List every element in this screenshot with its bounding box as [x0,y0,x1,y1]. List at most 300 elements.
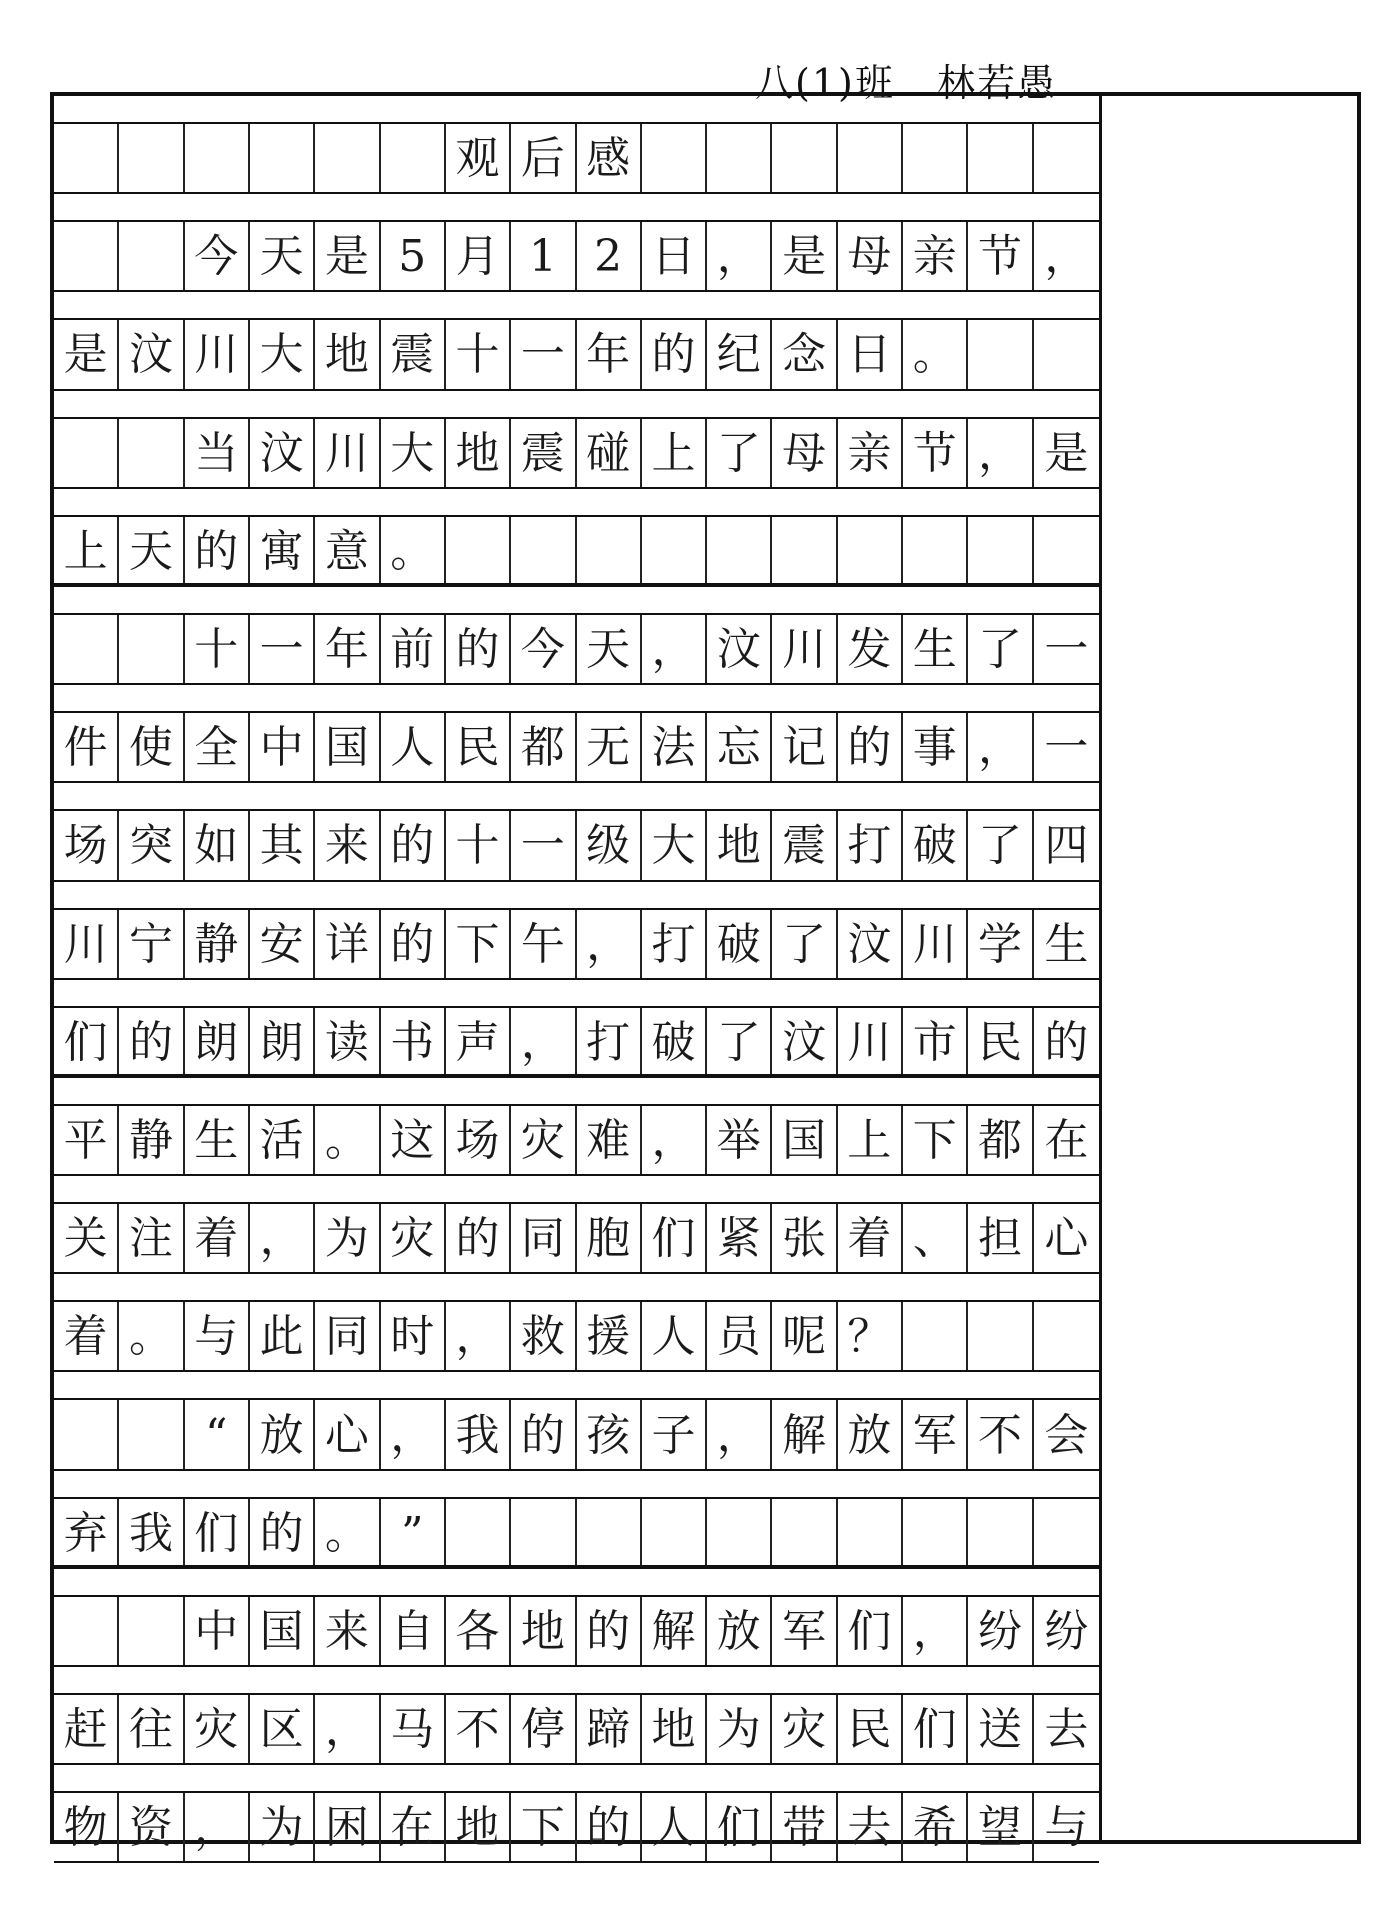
row-cells [54,222,1099,292]
grid-cell: 着 [185,1204,250,1274]
grid-cell [577,1499,642,1569]
grid-cell [707,517,772,587]
grid-cell: 一 [250,615,315,685]
grid-cell: 中 [250,713,315,783]
grid-cell: 朗 [250,1008,315,1078]
row-spacer [54,1078,1099,1106]
grid-cell: 了 [707,1008,772,1078]
grid-cell: 发 [838,615,903,685]
grid-cell [1034,517,1099,587]
grid-cell: 困 [315,1793,380,1863]
grid-cell: ， [968,713,1033,783]
grid-cell: 张 [772,1204,837,1274]
grid-cell: 们 [185,1499,250,1569]
grid-cell: ， [446,1302,511,1372]
grid-cell [54,1400,119,1470]
grid-cell: 。 [119,1302,184,1372]
grid-cell: 们 [903,1695,968,1765]
grid-cell: 1 [511,222,576,292]
row-spacer [54,783,1099,811]
grid-cell: 书 [381,1008,446,1078]
grid-cell: 川 [838,1008,903,1078]
grid-cell: 来 [315,811,380,881]
row-cells [54,615,1099,685]
grid-row [54,980,1099,1078]
grid-cell: 我 [446,1400,511,1470]
grid-cell: 震 [511,419,576,489]
grid-cell: 了 [968,615,1033,685]
grid-cell: 军 [903,1400,968,1470]
grid-cell: 心 [1044,1213,1089,1265]
grid-cell: 中 [185,1597,250,1667]
grid-cell: 的 [577,1597,642,1667]
grid-cell: 天 [119,517,184,587]
grid-cell: 着 [838,1204,903,1274]
grid-cell: 法 [642,713,707,783]
grid-cell: 与 [185,1302,250,1372]
grid-cell: 意 [315,517,380,587]
grid-cell: 生 [185,1106,250,1176]
grid-cell: 川 [903,910,968,980]
grid-cell [446,517,511,587]
grid-cell: 民 [968,1008,1033,1078]
grid-cell: 灾 [185,1695,250,1765]
grid-cell: 生 [1044,918,1089,970]
grid-cell: 去 [838,1793,903,1863]
grid-cell: 级 [577,811,642,881]
grid-cell: ， [185,1793,250,1863]
row-spacer [54,292,1099,320]
grid-cell: 民 [446,713,511,783]
grid-cell: 生 [903,615,968,685]
grid-cell: 月 [446,222,511,292]
grid-cell [968,124,1033,194]
grid-cell: ， [707,222,772,292]
grid-cell: 我 [119,1499,184,1569]
grid-cell [642,517,707,587]
grid-cell: ， [250,1204,315,1274]
grid-cell: 带 [772,1793,837,1863]
grid-cell: 民 [838,1695,903,1765]
grid-cell [1034,1499,1099,1569]
row-spacer [54,1471,1099,1499]
row-cells [54,1695,1099,1765]
grid-cell: ， [903,1597,968,1667]
grid-row [54,587,1099,685]
grid-cell [119,1597,184,1667]
grid-cell: 解 [642,1597,707,1667]
row-spacer [54,882,1099,910]
grid-cell [903,1302,968,1372]
grid-cell: 无 [577,713,642,783]
grid-cell: 。 [903,320,968,390]
class-name: 八(1)班 [755,61,895,105]
grid-row [54,292,1099,390]
row-cells [54,517,1099,587]
grid-cell: 十 [446,320,511,390]
grid-cell: 学 [968,910,1033,980]
grid-cell [772,517,837,587]
grid-cell: 在 [381,1793,446,1863]
grid-cell: 。 [315,1499,380,1569]
grid-cell: 了 [772,910,837,980]
grid-cell: 大 [250,320,315,390]
grid-cell: ？ [838,1302,903,1372]
grid-cell: 市 [903,1008,968,1078]
grid-cell: 2 [577,222,642,292]
grid-cell [707,124,772,194]
grid-cell: 人 [642,1793,707,1863]
grid-cell [54,615,119,685]
grid-cell: ， [511,1008,576,1078]
grid-cell: 下 [903,1106,968,1176]
grid-cell: 放 [707,1597,772,1667]
row-cells [54,1793,1099,1863]
grid-cell: 军 [772,1597,837,1667]
grid-cell [968,517,1033,587]
grid-cell: 国 [772,1106,837,1176]
grid-cell: ” [381,1499,446,1569]
grid-row [54,194,1099,292]
grid-cell: ， [642,1106,707,1176]
grid-cell: 今 [185,222,250,292]
row-cells [54,811,1099,881]
grid-cell [772,1499,837,1569]
grid-row [54,1569,1099,1667]
grid-cell: 汶 [119,320,184,390]
row-cells [54,124,1099,194]
grid-cell [707,1499,772,1569]
grid-cell: 的 [250,1499,315,1569]
row-cells [54,1204,1099,1274]
grid-cell: 节 [903,419,968,489]
row-cells [54,1302,1099,1372]
grid-cell: 亲 [903,222,968,292]
grid-row [54,1667,1099,1765]
grid-cell [381,124,446,194]
row-spacer [54,489,1099,517]
grid-cell: 的 [446,1204,511,1274]
grid-cell: 时 [381,1302,446,1372]
grid-cell: 川 [772,615,837,685]
grid-cell: 不 [968,1400,1033,1470]
grid-cell [54,419,119,489]
grid-cell: 大 [381,419,446,489]
grid-cell: 一 [511,811,576,881]
grid-cell: 场 [54,811,119,881]
grid-cell: 的 [642,320,707,390]
grid-cell: 孩 [577,1400,642,1470]
grid-cell: 胞 [577,1204,642,1274]
grid-cell: 活 [250,1106,315,1176]
grid-cell: 年 [315,615,380,685]
grid-cell: 的 [446,615,511,685]
grid-cell: 关 [54,1204,119,1274]
grid-cell: 送 [968,1695,1033,1765]
grid-cell: ， [577,910,642,980]
grid-cell: 日 [642,222,707,292]
margin-divider [1099,96,1102,1840]
grid-row [54,1176,1099,1274]
row-cells [54,320,1099,390]
grid-cell: 上 [54,517,119,587]
grid-cell: 都 [968,1106,1033,1176]
row-spacer [54,1274,1099,1302]
grid-cell: 了 [707,419,772,489]
grid-cell: 天 [577,615,642,685]
grid-cell [511,1499,576,1569]
grid-cell: 地 [315,320,380,390]
grid-row [54,1471,1099,1569]
grid-cell: 。 [315,1106,380,1176]
grid-cell: 前 [381,615,446,685]
grid-cell: 灾 [511,1106,576,1176]
grid-row [54,96,1099,194]
grid-cell: 的 [511,1400,576,1470]
grid-cell: ， [1044,231,1089,283]
grid-cell [772,124,837,194]
grid-cell [838,517,903,587]
grid-cell: 平 [54,1106,119,1176]
grid-cell [54,1597,119,1667]
grid-cell: 在 [1044,1114,1089,1166]
grid-cell: 的 [185,517,250,587]
row-cells [54,910,1099,980]
grid-cell: 感 [577,124,642,194]
grid-cell: 国 [250,1597,315,1667]
grid-cell: 年 [577,320,642,390]
grid-cell: 观 [446,124,511,194]
grid-cell: 灾 [772,1695,837,1765]
grid-cell: 读 [315,1008,380,1078]
grid-cell [54,124,119,194]
grid-cell: 、 [903,1204,968,1274]
grid-cell: 的 [119,1008,184,1078]
grid-cell [642,1499,707,1569]
grid-cell: 事 [903,713,968,783]
grid-cell: 汶 [250,419,315,489]
grid-cell [642,124,707,194]
grid-cell: 这 [381,1106,446,1176]
grid-cell: 川 [54,910,119,980]
grid-cell [968,1499,1033,1569]
grid-cell [250,124,315,194]
grid-cell: 打 [838,811,903,881]
grid-cell: 都 [511,713,576,783]
grid-cell: 着 [54,1302,119,1372]
grid-cell: 举 [707,1106,772,1176]
grid-cell: 天 [250,222,315,292]
grid-cell [119,124,184,194]
grid-cell: 与 [1044,1802,1089,1854]
row-spacer [54,980,1099,1008]
grid-cell: 。 [381,517,446,587]
grid-cell [903,1499,968,1569]
grid-cell: 同 [315,1302,380,1372]
grid-cell: “ [185,1400,250,1470]
row-spacer [54,194,1099,222]
grid-cell: 不 [446,1695,511,1765]
grid-cell: 纷 [968,1597,1033,1667]
row-spacer [54,1372,1099,1400]
grid-cell: 去 [1044,1704,1089,1756]
grid-cell: 人 [381,713,446,783]
row-cells [54,1597,1099,1667]
grid-cell: 地 [511,1597,576,1667]
grid-cell: 地 [707,811,772,881]
grid-cell: 震 [772,811,837,881]
grid-cell [446,1499,511,1569]
grid-cell [903,124,968,194]
row-cells [54,1106,1099,1176]
grid-cell: 望 [968,1793,1033,1863]
grid-cell: 念 [772,320,837,390]
grid-cell [1034,320,1099,390]
grid-cell [838,124,903,194]
grid-cell: 母 [772,419,837,489]
grid-cell [511,517,576,587]
grid-cell: 蹄 [577,1695,642,1765]
grid-cell: ， [707,1400,772,1470]
grid-row [54,1078,1099,1176]
grid-row [54,489,1099,587]
grid-row [54,882,1099,980]
grid-cell: 汶 [838,910,903,980]
grid-cell: 物 [54,1793,119,1863]
grid-cell: 们 [54,1008,119,1078]
grid-cell: 如 [185,811,250,881]
grid-cell: 救 [511,1302,576,1372]
grid-cell: 是 [1044,427,1089,479]
grid-cell: 破 [707,910,772,980]
grid-cell: 放 [838,1400,903,1470]
row-spacer [54,391,1099,419]
grid-cell: 的 [577,1793,642,1863]
grid-cell: ， [315,1695,380,1765]
grid-cell: 川 [185,320,250,390]
row-cells [54,1400,1099,1470]
grid-cell: 们 [838,1597,903,1667]
grid-cell: 破 [903,811,968,881]
grid-cell: 今 [511,615,576,685]
row-spacer [54,1765,1099,1793]
grid-cell: ， [642,615,707,685]
grid-cell: 马 [381,1695,446,1765]
grid-cell [185,124,250,194]
row-spacer [54,96,1099,124]
grid-cell [838,1499,903,1569]
grid-cell [54,222,119,292]
grid-cell: 一 [1044,624,1089,676]
grid-cell: 往 [119,1695,184,1765]
grid-cell: 详 [315,910,380,980]
grid-cell: 记 [772,713,837,783]
grid-cell: 灾 [381,1204,446,1274]
grid-cell: 是 [772,222,837,292]
grid-cell: 午 [511,910,576,980]
grid-cell [1034,124,1099,194]
grid-cell: 希 [903,1793,968,1863]
grid-cell [968,1302,1033,1372]
grid-cell: 当 [185,419,250,489]
grid-cell: 汶 [707,615,772,685]
grid-cell [119,419,184,489]
grid-row [54,783,1099,881]
grid-cell: 宁 [119,910,184,980]
grid-cell [119,222,184,292]
grid-cell: 碰 [577,419,642,489]
grid-cell: 震 [381,320,446,390]
grid-cell: 是 [54,320,119,390]
grid-cell: 弃 [54,1499,119,1569]
grid-cell: 后 [511,124,576,194]
grid-cell: 十 [446,811,511,881]
grid-cell: 十 [185,615,250,685]
grid-cell: 打 [577,1008,642,1078]
grid-cell: 日 [838,320,903,390]
grid-cell [577,517,642,587]
grid-row [54,1274,1099,1372]
row-cells [54,1499,1099,1569]
grid-cell: 了 [968,811,1033,881]
grid-cell: 紧 [707,1204,772,1274]
grid-cell: 5 [381,222,446,292]
grid-cell: 们 [642,1204,707,1274]
grid-cell: ， [381,1400,446,1470]
composition-sheet [50,92,1361,1854]
grid-cell: 的 [838,713,903,783]
grid-cell: 注 [119,1204,184,1274]
grid-row [54,1372,1099,1470]
grid-cell: 使 [119,713,184,783]
grid-cell: 心 [315,1400,380,1470]
grid-cell: 件 [54,713,119,783]
grid-cell: 难 [577,1106,642,1176]
grid-row [54,391,1099,489]
row-spacer [54,1569,1099,1597]
grid-cell [968,320,1033,390]
grid-cell [1034,1302,1099,1372]
grid-cell: 资 [119,1793,184,1863]
grid-cell: 子 [642,1400,707,1470]
grid-cell: 地 [446,419,511,489]
grid-cell: 破 [642,1008,707,1078]
grid-cell: 援 [577,1302,642,1372]
grid-cell: 场 [446,1106,511,1176]
grid-cell: 员 [707,1302,772,1372]
grid-cell: 的 [1044,1016,1089,1068]
grid-cell: 地 [642,1695,707,1765]
grid-cell: 是 [315,222,380,292]
grid-cell: 会 [1044,1409,1089,1461]
grid-cell [315,124,380,194]
grid-cell: 的 [381,910,446,980]
grid-cell: 亲 [838,419,903,489]
grid-cell: 声 [446,1008,511,1078]
grid-cell: 汶 [772,1008,837,1078]
grid-cell: 一 [1044,722,1089,774]
grid-row [54,685,1099,783]
grid-cell: 静 [119,1106,184,1176]
grid-cell: 其 [250,811,315,881]
grid-cell: 同 [511,1204,576,1274]
writing-grid [54,96,1099,1863]
grid-cell: 安 [250,910,315,980]
grid-cell: 为 [315,1204,380,1274]
grid-cell: 此 [250,1302,315,1372]
grid-cell: 为 [250,1793,315,1863]
grid-cell [119,615,184,685]
